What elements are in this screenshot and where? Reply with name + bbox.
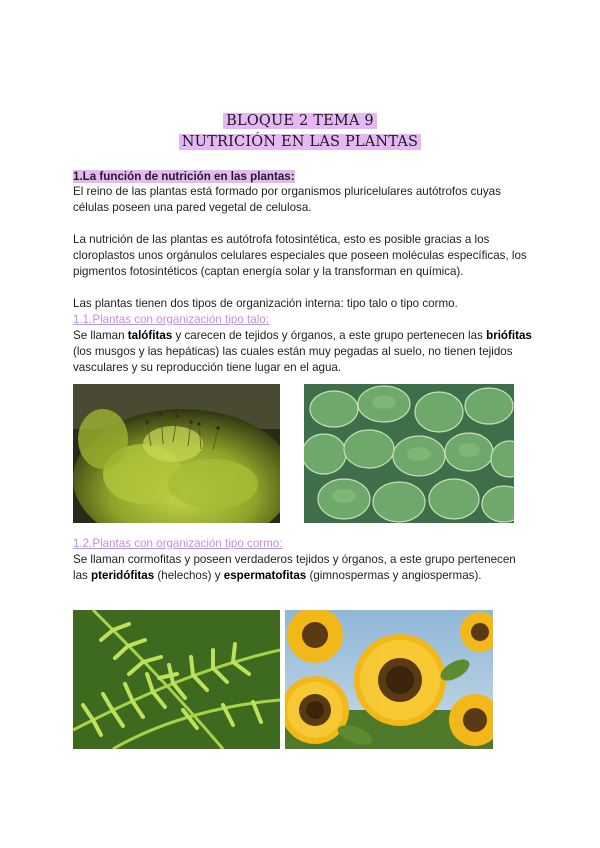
subheading-cormo: 1.2.Plantas con organización tipo cormo: — [73, 537, 283, 550]
sunflower-photo — [285, 610, 493, 749]
paragraph-reino: El reino de las plantas está formado por organismos pluricelulares autótrofos cuyas células poseen una pared vegetal de celulosa. — [73, 185, 501, 214]
page-title-line1: BLOQUE 2 TEMA 9 — [0, 113, 600, 129]
section-heading: 1.La función de nutrición en las plantas: — [73, 170, 295, 183]
subheading-talo: 1.1.Plantas con organización tipo talo: — [73, 313, 269, 326]
moss-photo — [73, 384, 280, 523]
fern-photo — [73, 610, 280, 749]
paragraph-nutricion: La nutrición de las plantas es autótrofa fotosintética, esto es posible gracias a los cloroplastos unos orgánulos celulares especiales que poseen moléculas específicas, los pigmentos fotosintéticos (captan energía solar y la transforman en química). — [73, 233, 527, 278]
liverwort-photo — [304, 384, 514, 523]
paragraph-cormofitas: Se llaman cormofitas y poseen verdaderos tejidos y órganos, a este grupo pertenecen las pteridófitas (helechos) y espermatofitas (gimnospermas y angiospermas). — [73, 553, 516, 582]
page-title-line2: NUTRICIÓN EN LAS PLANTAS — [0, 134, 600, 150]
paragraph-tipos: Las plantas tienen dos tipos de organización interna: tipo talo o tipo cormo. — [73, 297, 458, 310]
term-talofitas: talófitas — [127, 329, 173, 342]
term-espermatofitas: espermatofitas — [223, 569, 307, 582]
paragraph-talofitas: Se llaman talófitas y carecen de tejidos y órganos, a este grupo pertenecen las briófitas (los musgos y las hepáticas) las cuales están muy pegadas al suelo, no tienen tejidos vasculares y su reproducción tiene lugar en el agua. — [73, 329, 532, 374]
term-pteridofitas: pteridófitas — [91, 569, 155, 582]
term-briofitas: briófitas — [486, 329, 532, 342]
